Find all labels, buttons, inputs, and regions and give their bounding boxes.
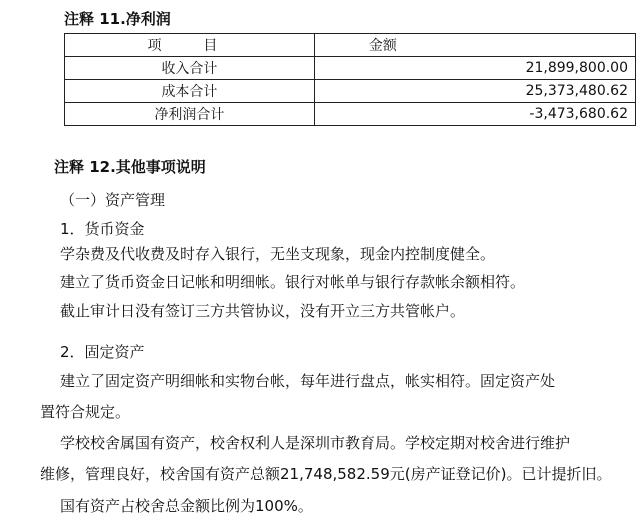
- header-amount: 金额: [314, 34, 635, 57]
- row-amount: 25,373,480.62: [314, 80, 635, 103]
- header-item: 项 目: [65, 34, 315, 57]
- table-row: [65, 57, 636, 80]
- table-header-row: [65, 34, 636, 57]
- subsection-title-fixed-assets: 2．固定资产: [60, 343, 145, 361]
- row-label: 收入合计: [65, 57, 315, 80]
- net-profit-table: [64, 33, 636, 126]
- paragraph-line: 维修，管理良好，校舍国有资产总额21,748,582.59元(房产证登记价)。已计提折旧。: [40, 465, 612, 483]
- paragraph-line: 建立了固定资产明细帐和实物台帐，每年进行盘点，帐实相符。固定资产处: [60, 372, 556, 390]
- paragraph-line: 截止审计日没有签订三方共管协议，没有开立三方共管帐户。: [60, 302, 466, 320]
- row-label: 成本合计: [65, 80, 315, 103]
- row-amount: -3,473,680.62: [314, 103, 635, 126]
- section-title: （一）资产管理: [60, 191, 166, 209]
- paragraph-line: 学杂费及代收费及时存入银行，无坐支现象，现金内控制度健全。: [60, 245, 496, 263]
- note-12-title: 注释 12.其他事项说明: [54, 158, 206, 176]
- paragraph-line: 置符合规定。: [40, 403, 131, 421]
- paragraph-line: 国有资产占校舍总金额比例为100%。: [60, 497, 313, 515]
- row-amount: 21,899,800.00: [314, 57, 635, 80]
- row-label: 净利润合计: [65, 103, 315, 126]
- table-row: [65, 103, 636, 126]
- note-11-title: 注释 11.净利润: [64, 10, 171, 28]
- paragraph-line: 建立了货币资金日记帐和明细帐。银行对帐单与银行存款帐余额相符。: [60, 273, 526, 291]
- paragraph-line: 学校校舍属国有资产，校舍权利人是深圳市教育局。学校定期对校舍进行维护: [60, 434, 571, 452]
- table-row: [65, 80, 636, 103]
- subsection-title-cash: 1．货币资金: [60, 220, 145, 238]
